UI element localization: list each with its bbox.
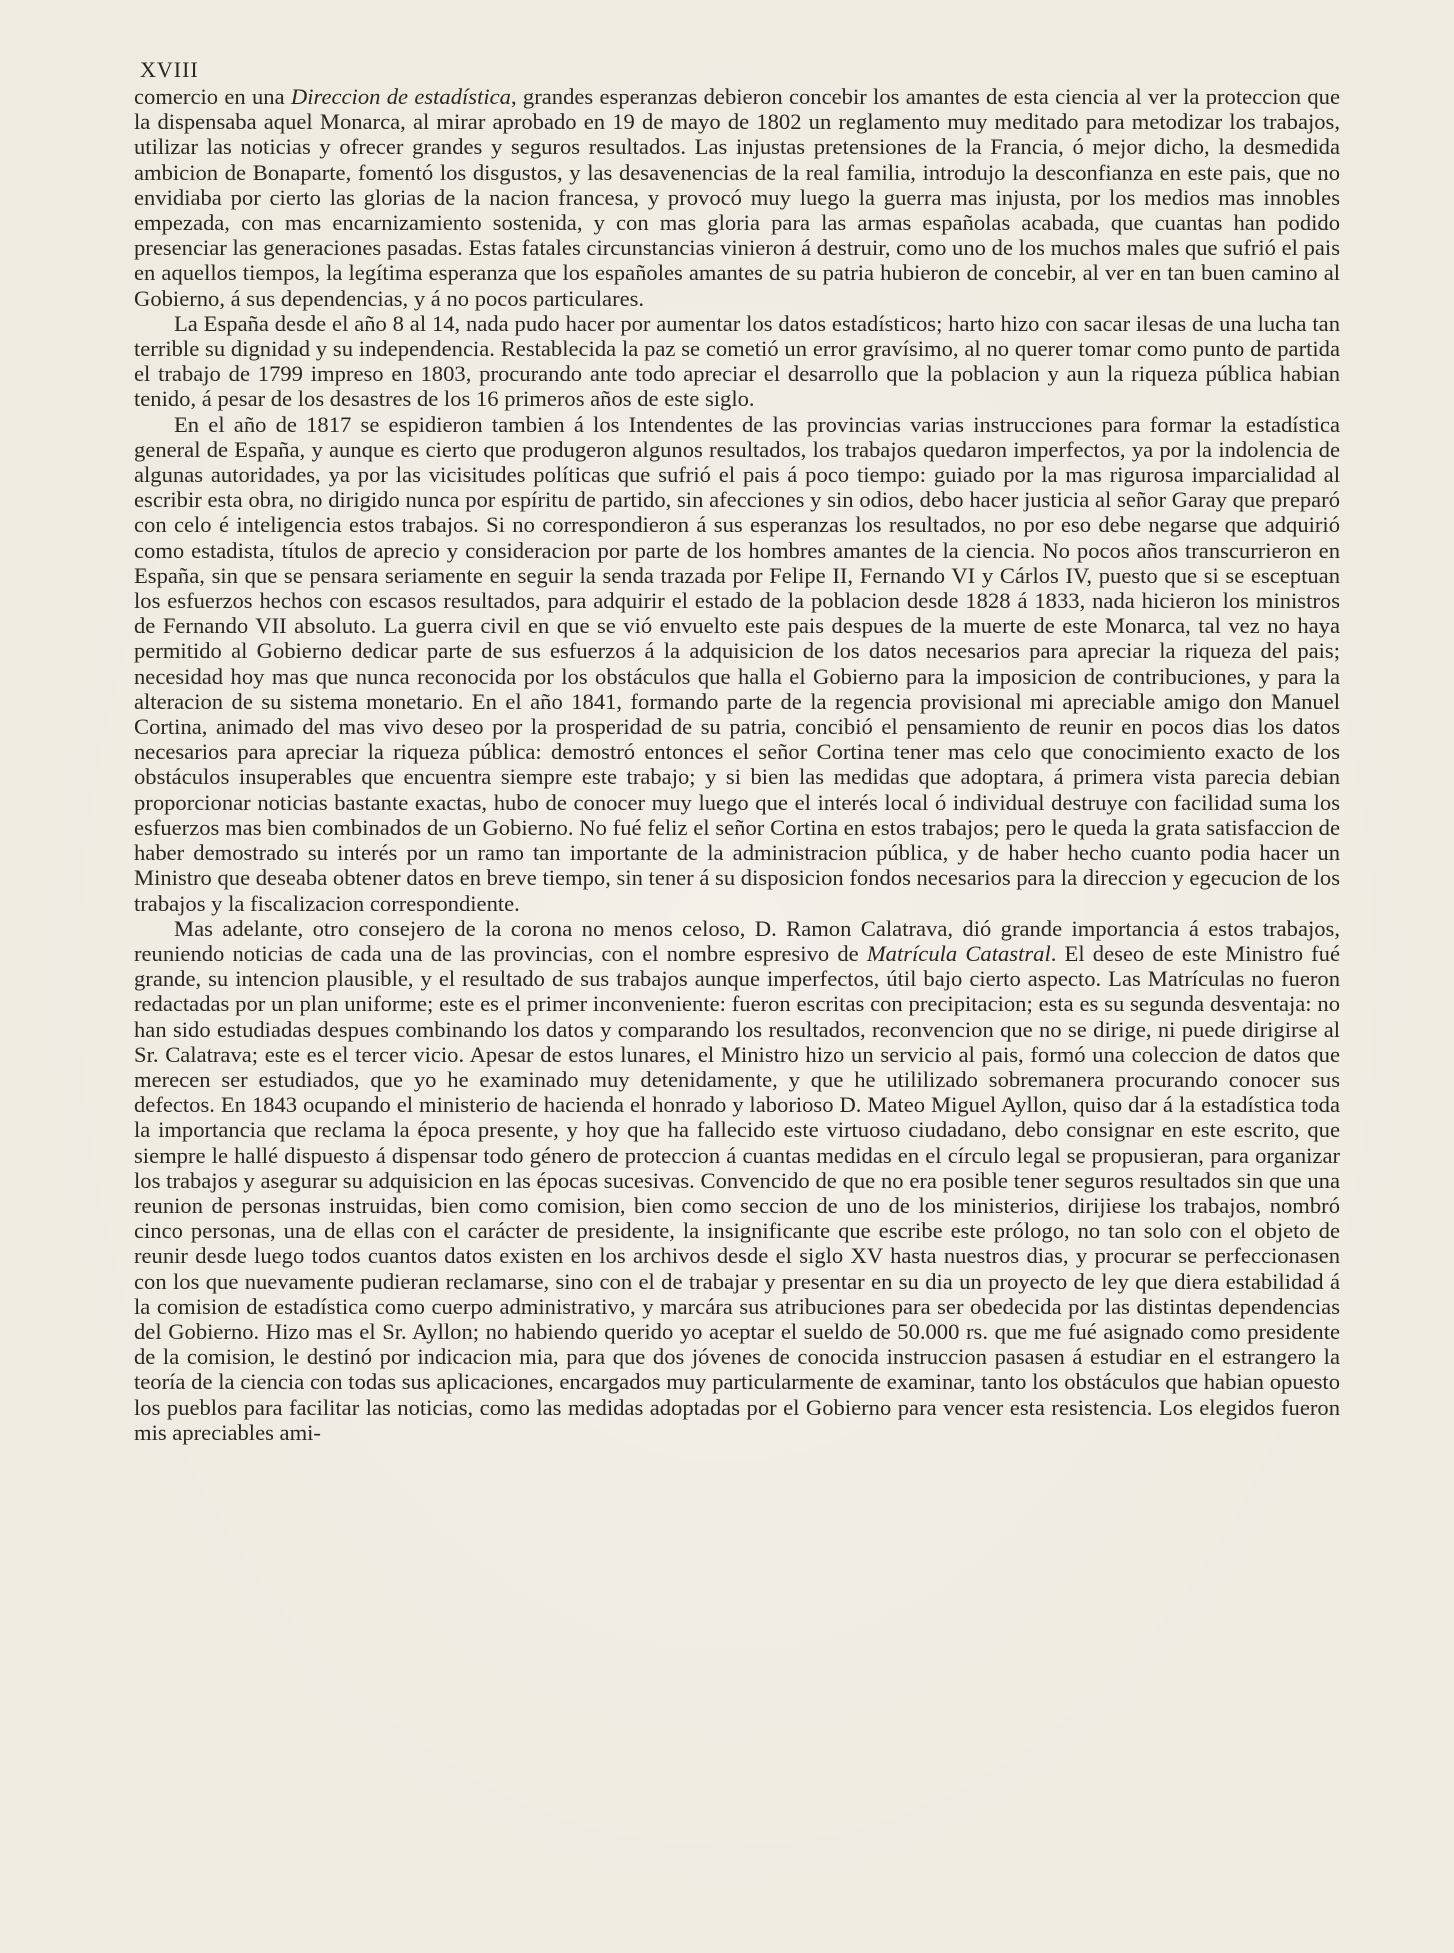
- paragraph-1-text-b: , grandes esperanzas debieron concebir los amantes de esta ciencia al ver la proteccion que la dispensaba aquel Monarca, al mirar aprobado en 19 de mayo de 1802 un reglamento muy meditado para metodizar los trabajos, utilizar las noticias y ofrecer grandes y seguros resultados. Las injustas pretensiones de la Francia, ó mejor dicho, la desmedida ambicion de Bonaparte, fomentó los disgustos, y las desavenencias de la real familia, introdujo la desconfianza en este pais, que no envidiaba por cierto las glorias de la nacion francesa, y provocó muy luego la guerra mas injusta, por los medios mas innobles empezada, con mas encarnizamiento sostenida, y con mas gloria para las armas españolas acabada, que cuantas han podido presenciar las generaciones pasadas. Estas fatales circunstancias vinieron á destruir, como uno de los muchos males que sufrió el pais en aquellos tiempos, la legítima esperanza que los españoles amantes de su patria hubieron de concebir, al ver en tan buen camino al Gobierno, á sus dependencias, y á no pocos particulares.: [134, 84, 1340, 311]
- paragraph-1-text-a: comercio en una: [134, 84, 291, 109]
- paragraph-2-text: La España desde el año 8 al 14, nada pudo hacer por aumentar los datos estadísticos; harto hizo con sacar ilesas de una lucha tan terrible su dignidad y su independencia. Restablecida la paz se cometió un error gravísimo, al no querer tomar como punto de partida el trabajo de 1799 impreso en 1803, procurando ante todo apreciar el desarrollo que la poblacion y aun la riqueza pública habian tenido, á pesar de los desastres de los 16 primeros años de este siglo.: [134, 310, 1340, 412]
- paragraph-3-text: En el año de 1817 se espidieron tambien á los Intendentes de las provincias varias instrucciones para formar la estadística general de España, y aunque es cierto que produgeron algunos resultados, los trabajos quedaron imperfectos, ya por la indolencia de algunas autoridades, ya por las vicisitudes políticas que sufrió el pais á poco tiempo: guiado por la mas rigurosa imparcialidad al escribir esta obra, no dirigido nunca por espíritu de partido, sin afecciones y sin odios, debo hacer justicia al señor Garay que preparó con celo é inteligencia estos trabajos. Si no correspondieron á sus esperanzas los resultados, no por eso debe negarse que adquirió como estadista, títulos de aprecio y consideracion por parte de los hombres amantes de la ciencia. No pocos años transcurrieron en España, sin que se pensara seriamente en seguir la senda trazada por Felipe II, Fernando VI y Cárlos IV, puesto que si se esceptuan los esfuerzos hechos con escasos resultados, para adquirir el estado de la poblacion desde 1828 á 1833, nada hicieron los ministros de Fernando VII absoluto. La guerra civil en que se vió envuelto este pais despues de la muerte de este Monarca, tal vez no haya permitido al Gobierno dedicar parte de sus esfuerzos á la adquisicion de los datos necesarios para apreciar la riqueza del pais; necesidad hoy mas que nunca reconocida por los obstáculos que halla el Gobierno para la imposicion de contribuciones, y para la alteracion de su sistema monetario. En el año 1841, formando parte de la regencia provisional mi apreciable amigo don Manuel Cortina, animado del mas vivo deseo por la prosperidad de su patria, concibió el pensamiento de reunir en pocos dias los datos necesarios para apreciar la riqueza pública: demostró entonces el señor Cortina tener mas celo que conocimiento exacto de los obstáculos insuperables que encuentra siempre este trabajo; y si bien las medidas que adoptara, á primera vista parecia debian proporcionar noticias bastante exactas, hubo de conocer muy luego que el interés local ó individual destruye con facilidad suma los esfuerzos mas bien combinados de un Gobierno. No fué feliz el señor Cortina en estos trabajos; pero le queda la grata satisfaccion de haber demostrado su interés por un ramo tan importante de la administracion pública, y de haber hecho cuanto podia hacer un Ministro que deseaba obtener datos en breve tiempo, sin tener á su disposicion fondos necesarios para la direccion y egecucion de los trabajos y la fiscalizacion correspondiente.: [134, 411, 1340, 916]
- paragraph-4-text-b: . El deseo de este Ministro fué grande, su intencion plausible, y el resultado de sus trabajos aunque imperfectos, útil bajo cierto aspecto. Las Matrículas no fueron redactadas por un plan uniforme; este es el primer inconveniente: fueron escritas con precipitacion; esta es su segunda desventaja: no han sido estudiadas despues combinando los datos y comparando los resultados, reconvencion que no se dirige, ni puede dirigirse al Sr. Calatrava; este es el tercer vicio. Apesar de estos lunares, el Ministro hizo un servicio al pais, formó una coleccion de datos que merecen ser estudiados, que yo he examinado muy detenidamente, y que he utililizado sobremanera procurando conocer sus defectos. En 1843 ocupando el ministerio de hacienda el honrado y laborioso D. Mateo Miguel Ayllon, quiso dar á la estadística toda la importancia que reclama la época presente, y hoy que ha fallecido este virtuoso ciudadano, debo consignar en este escrito, que siempre le hallé dispuesto á dispensar todo género de proteccion á cuantas medidas en el círculo legal se propusieran, para organizar los trabajos y asegurar su adquisicion en las épocas sucesivas. Convencido de que no era posible tener seguros resultados sin que una reunion de personas instruidas, bien como comision, bien como seccion de uno de los ministerios, dirijiese los trabajos, nombró cinco personas, una de ellas con el carácter de presidente, la insignificante que escribe este prólogo, no tan solo con el objeto de reunir desde luego todos cuantos datos existen en los archivos desde el siglo XV hasta nuestros dias, y procurar se perfeccionasen con los que nuevamente pudieran reclamarse, sino con el de trabajar y presentar en su dia un proyecto de ley que diera estabilidad á la comision de estadística como cuerpo administrativo, y marcára sus atribuciones para ser obedecida por las distintas dependencias del Gobierno. Hizo mas el Sr. Ayllon; no habiendo querido yo aceptar el sueldo de 50.000 rs. que me fué asignado como presidente de la comision, le destinó por indicacion mia, para que dos jóvenes de conocida instruccion pasasen á estudiar en el estrangero la teoría de la ciencia con todas sus aplicaciones, encargados muy particularmente de examinar, tanto los obstáculos que habian opuesto los pueblos para facilitar las noticias, como las medidas adoptadas por el Gobierno para vencer esta resistencia. Los elegidos fueron mis apreciables ami-: [134, 940, 1340, 1445]
- paragraph-3: [134, 412, 1340, 916]
- paragraph-2: [134, 311, 1340, 412]
- paragraph-4: [134, 916, 1340, 1445]
- page-number: XVIII: [140, 57, 199, 82]
- paragraph-4-text-a: Mas adelante, otro consejero de la corona no menos celoso, D. Ramon Calatrava, dió grande importancia á estos trabajos, reuniendo noticias de cada una de las provincias, con el nombre espresivo de: [134, 915, 1340, 966]
- paragraph-4-italic: Matrícula Catastral: [866, 940, 1051, 966]
- paragraph-1-italic: Direccion de estadística: [290, 84, 511, 109]
- body-text: [134, 84, 1340, 1445]
- paragraph-1: [134, 84, 1340, 311]
